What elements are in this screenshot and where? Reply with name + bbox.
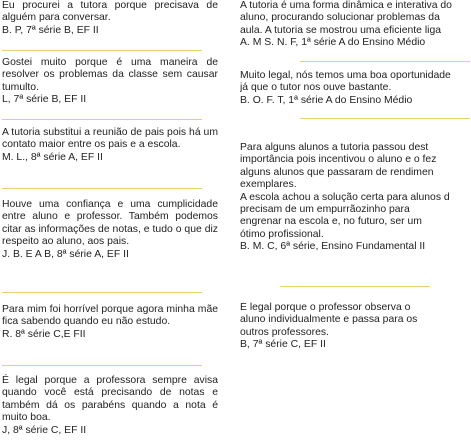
testimonial-line: aula. A tutoria se mostrou uma eficiente liga [240,24,441,36]
testimonial-line: já que o tutor nos ouve bastante. [240,82,392,94]
testimonial-4 [2,199,218,261]
testimonial-line: importância pois incentivou o aluno e o fez [240,154,437,166]
testimonial-author: L, 7ª série B, EF II [2,94,87,106]
testimonial-line: aluno, procurando solucionar problemas da [240,12,440,24]
testimonial-text: Eu procurei a tutora porque precisava de alguém para conversar. [2,0,218,24]
testimonial-line: exemplares. [240,179,297,191]
testimonial-line: alguns alunos que passaram de rendimen [240,166,434,178]
testimonial-line: A escola achou a solução certa para alunos d [240,191,450,203]
testimonial-text: Gostei muito porque é uma maneira de resolver os problemas da classe sem causar tumulto. [2,57,218,93]
testimonial-author: B. M. C, 6ª série, Ensino Fundamental II [240,241,426,253]
separator [2,365,202,366]
testimonial-1 [2,0,218,37]
testimonial-8 [240,70,451,107]
testimonial-line: Muito legal, nós temos uma boa oportunidade [240,70,451,81]
testimonial-author: R. 8ª série C,E FII [2,328,86,340]
testimonial-9 [240,142,450,254]
testimonial-line: precisam de um empurrãozinho para [240,204,410,216]
testimonial-5 [2,304,218,341]
testimonial-author: M. L., 8ª série A, EF II [2,151,103,163]
testimonial-line: A tutoria é uma forma dinâmica e interativa do [240,0,452,11]
separator [2,292,202,293]
testimonial-6 [2,375,218,437]
separator [2,188,202,189]
testimonial-line: ótimo profissional. [240,228,324,240]
testimonial-author: J, 8ª série C, EF II [2,424,87,436]
separator [2,119,202,120]
testimonial-author: B. P, 7ª série B, EF II [2,24,99,36]
separator [280,286,430,287]
testimonial-text: A tutoria substitui a reunião de pais pois há um contato maior entre os pais e a escola. [2,127,218,151]
separator [2,50,202,51]
testimonial-line: outros professores. [240,326,329,338]
testimonial-author: A. M S. N. F, 1ª série A do Ensino Médio [240,37,426,49]
testimonial-line: engrenar na escola e, no futuro, ser um [240,216,422,228]
testimonial-author: B. O. F. T, 1ª série A do Ensino Médio [240,94,413,106]
testimonial-10 [240,302,417,352]
separator [300,118,470,119]
separator [300,61,470,62]
testimonial-text: Houve uma confiança e uma cumplicidade entre aluno e professor. Também podemos citar as informações de notas, e tudo o que diz respeito ao aluno, aos pais. [2,199,218,248]
testimonial-line: aluno individualmente e passa para os [240,314,418,326]
testimonial-text: É legal porque a professora sempre avisa quando você está precisando de notas e também dá os parabéns quando a nota é muito boa. [2,375,218,424]
testimonial-line: É legal porque o professor observa o [240,302,411,313]
testimonial-7 [240,0,452,50]
testimonial-2 [2,57,218,107]
testimonial-line: Para alguns alunos a tutoria passou dest [240,142,429,153]
testimonial-3 [2,127,218,164]
testimonial-author: J. B. E A B, 8ª série A, EF II [2,248,129,260]
testimonial-text: Para mim foi horrível porque agora minha mãe fica sabendo quando eu não estudo. [2,304,218,328]
testimonial-author: B, 7ª série C, EF II [240,339,326,351]
